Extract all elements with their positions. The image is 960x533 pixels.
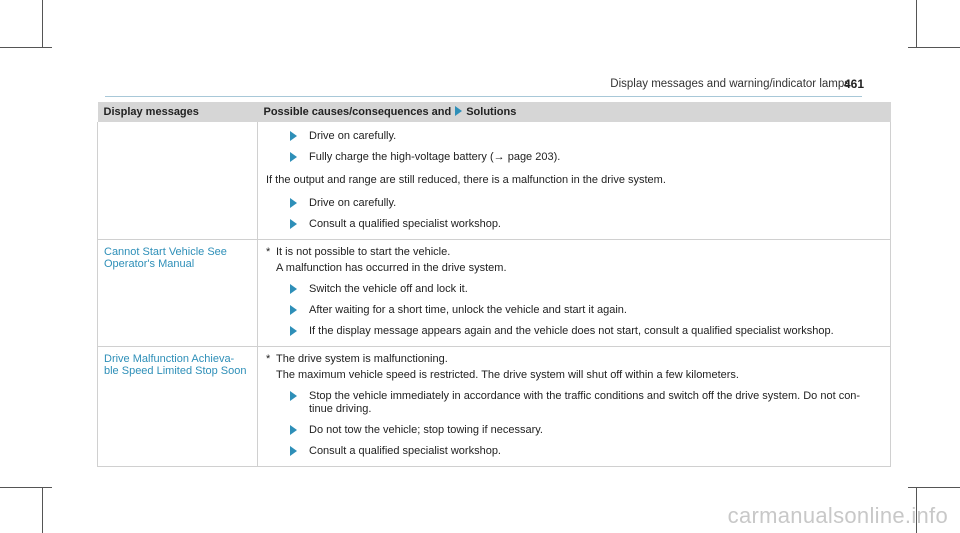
col2-header-post: Solutions (466, 106, 517, 118)
table-row (98, 122, 891, 240)
col2-header-pre: Possible causes/consequences and (263, 106, 452, 118)
solution-step: Consult a qualified specialist workshop. (290, 445, 882, 458)
arrow-icon (290, 326, 297, 336)
arrow-icon (290, 446, 297, 456)
cause-text: * The drive system is malfunctioning. (266, 353, 448, 365)
solution-cell (258, 347, 891, 467)
arrow-icon (290, 284, 297, 294)
arrow-icon (290, 152, 297, 162)
message-cell (98, 240, 258, 347)
table-row (98, 240, 891, 347)
cause-text: * It is not possible to start the vehicle. (266, 246, 451, 258)
watermark: carmanualsonline.info (727, 503, 948, 528)
arrow-icon (290, 391, 297, 401)
arrow-icon (290, 131, 297, 141)
arrow-icon (290, 198, 297, 208)
solution-step: Do not tow the vehicle; stop towing if necessary. (290, 424, 882, 437)
note-text: If the output and range are still reduced, there is a malfunction in the drive system. (266, 174, 666, 186)
solution-cell (258, 122, 891, 240)
crop-mark (0, 487, 52, 488)
header-rule (105, 96, 862, 97)
col1-header: Display messages (98, 102, 258, 122)
page-header (0, 0, 960, 100)
solution-step: Drive on carefully. (290, 130, 882, 143)
solution-step: Fully charge the high-voltage battery (→ page 203). (290, 151, 882, 164)
crop-mark (42, 487, 43, 533)
detail-text: A malfunction has occurred in the drive system. (276, 262, 507, 274)
crop-mark (908, 487, 960, 488)
message-cell (98, 122, 258, 240)
page-number: 461 (843, 77, 864, 91)
col2-header (258, 102, 891, 122)
solution-step: Consult a qualified specialist workshop. (290, 218, 882, 231)
message-cell (98, 347, 258, 467)
table-row (98, 347, 891, 467)
solution-step: Switch the vehicle off and lock it. (290, 283, 882, 296)
display-message: Cannot Start Vehicle See Operator's Manual (104, 246, 227, 270)
arrow-icon (290, 305, 297, 315)
arrow-icon (455, 106, 462, 116)
detail-text: The maximum vehicle speed is restricted. The drive system will shut off within a few kilometers. (276, 369, 739, 381)
header-title: Display messages and warning/indicator lamps (610, 78, 850, 90)
solution-step: Stop the vehicle immediately in accordance with the traffic conditions and switch off the drive system. Do not con- tinue driving. (290, 390, 882, 416)
messages-table (97, 102, 891, 467)
arrow-icon (290, 425, 297, 435)
arrow-icon (290, 219, 297, 229)
table-header-row (98, 102, 891, 122)
solution-step: Drive on carefully. (290, 197, 882, 210)
solution-cell (258, 240, 891, 347)
solution-step: After waiting for a short time, unlock the vehicle and start it again. (290, 304, 882, 317)
solution-step: If the display message appears again and the vehicle does not start, consult a qualified specialist workshop. (290, 325, 882, 338)
display-message: Drive Malfunction Achieva- ble Speed Limited Stop Soon (104, 353, 247, 377)
